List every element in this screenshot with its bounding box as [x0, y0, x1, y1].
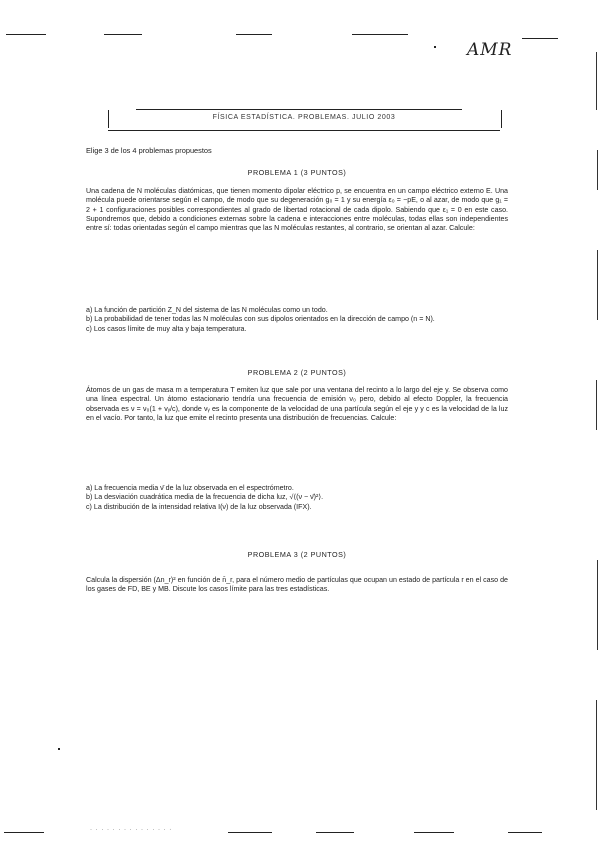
scan-mark-bottom-4	[414, 832, 454, 833]
scan-mark-bottom-1	[4, 832, 44, 833]
scan-mark-bottom-2	[228, 832, 272, 833]
problem-1-items	[86, 306, 508, 334]
problem-2-items	[86, 484, 508, 512]
instructions: Elige 3 de los 4 problemas propuestos	[86, 146, 212, 155]
problem-1-item-a: a) La función de partición Z_N del sistema de las N moléculas como un todo.	[86, 306, 328, 314]
scan-mark-top-1	[6, 34, 46, 35]
scan-edge-right-6	[596, 700, 597, 810]
problem-2-item-b: b) La desviación cuadrática media de la frecuencia de dicha luz, √⟨(ν − ν̄)²⟩.	[86, 493, 324, 502]
problem-1-statement	[86, 187, 508, 233]
scan-edge-right-2	[597, 150, 598, 190]
problem-1-text: Una cadena de N moléculas diatómicas, que tienen momento dipolar eléctrico p, se encuentra en un campo eléctrico externo E. Una molécula puede orientarse según el campo, de modo que su degeneración g₀ = 1 y su energía ε₀ = −pE, o al azar, de modo que g₁ = 2 + 1 configuraciones posibles correspondientes al grado de libertad rotacional de cada dipolo. Sabiendo que ε₁ = 0 en este caso. Supondremos que, debido a condiciones externas sobre la cadena e interacciones entre moléculas, todas ellas son independientes entre sí: todas orientadas según el campo mientras que las N moléculas restantes, al contrario, se orientan al azar. Calcule:	[86, 187, 508, 233]
problem-3-text: Calcula la dispersión (Δn_r)² en función de n̄_r, para el número medio de partículas que ocupan un estado de partícula r en el caso de los gases de FD, BE y MB. Discute los casos límite para las tres estadísticas.	[86, 576, 508, 594]
scan-mark-top-4	[352, 34, 408, 35]
problem-2-heading: PROBLEMA 2 (2 PUNTOS)	[247, 368, 347, 377]
problem-1-heading: PROBLEMA 1 (3 PUNTOS)	[247, 168, 347, 177]
problem-3-statement	[86, 576, 508, 595]
handwritten-mark: AMR	[467, 40, 513, 60]
scan-mark-left	[58, 748, 60, 750]
problem-2-item-a: a) La frecuencia media ν̄ de la luz observada en el espectrómetro.	[86, 484, 294, 492]
scan-mark-bottom-3	[316, 832, 354, 833]
problem-2-item-c: c) La distribución de la intensidad relativa I(ν) de la luz observada (IFX).	[86, 502, 312, 511]
scan-mark-top-2	[104, 34, 142, 35]
problem-1-item-b: b) La probabilidad de tener todas las N moléculas con sus dipolos orientados en la dirección de campo (n = N).	[86, 315, 435, 324]
problem-2-text: Átomos de un gas de masa m a temperatura T emiten luz que sale por una ventana del recinto a lo largo del eje y. Se observa como una línea espectral. Un átomo estacionario tendría una frecuencia de emisión ν₀ pero, debido al efecto Doppler, la frecuencia observada es ν = ν₀(1 + vᵧ/c), donde vᵧ es la componente de la velocidad de una partícula según el eje y y c es la velocidad de la luz en el vacío. Por tanto, la luz que emite el recinto presenta una distribución de frecuencias. Calcule:	[86, 386, 508, 422]
scan-edge-right-1	[596, 52, 597, 110]
scan-edge-right-4	[596, 380, 597, 430]
scan-edge-right-5	[597, 560, 598, 650]
problem-3-heading: PROBLEMA 3 (2 PUNTOS)	[247, 550, 347, 559]
scan-dot	[434, 46, 436, 48]
scan-edge-right-3	[597, 250, 598, 320]
scan-mark-top-5	[522, 38, 558, 39]
problem-2-statement	[86, 386, 508, 423]
scan-mark-bottom-5	[508, 832, 542, 833]
exam-title: FÍSICA ESTADÍSTICA. PROBLEMAS. JULIO 2003	[212, 114, 396, 121]
title-bottom-rule	[108, 130, 500, 131]
scan-mark-top-3	[236, 34, 272, 35]
scan-footer-text: · · · · · · · · · · · · · · ·	[90, 827, 173, 833]
problem-1-item-c: c) Los casos límite de muy alta y baja temperatura.	[86, 324, 247, 333]
